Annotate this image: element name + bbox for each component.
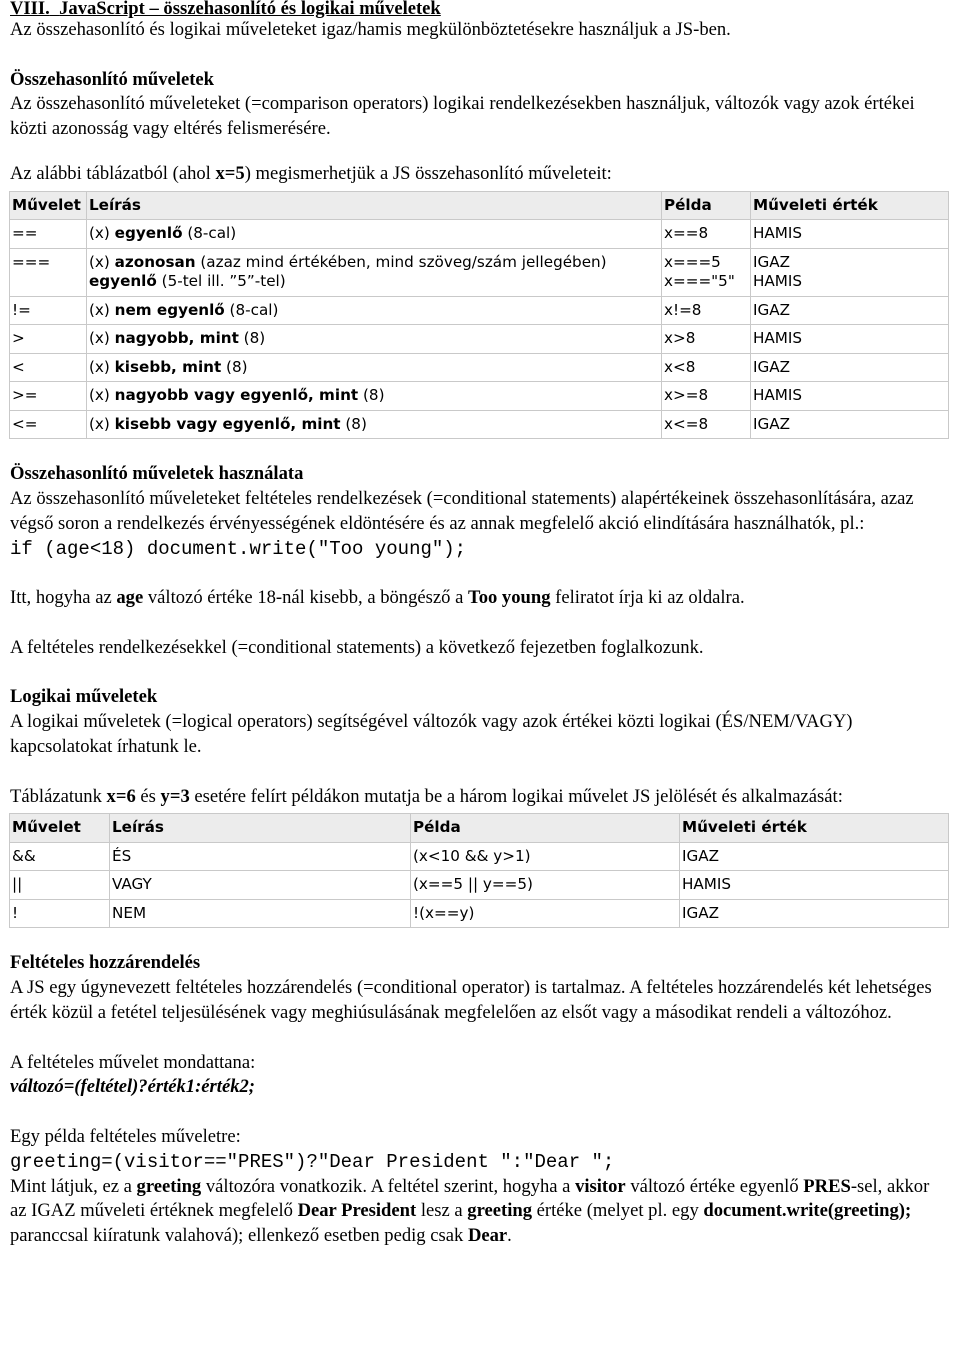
value-cell: HAMIS xyxy=(751,325,948,353)
value-cell: IGAZ HAMIS xyxy=(751,249,948,296)
comparison-paragraph: Az összehasonlító műveleteket (=comparison operators) logikai rendelkezésekben használjuk, változók vagy azok értékei közti azonosság vagy eltérés felismerésére. xyxy=(10,93,915,140)
value-cell: HAMIS xyxy=(680,871,948,899)
operator-cell: != xyxy=(10,297,86,325)
description-cell: (x) kisebb vagy egyenlő, mint (8) xyxy=(87,411,661,439)
table-row xyxy=(10,220,948,248)
syntax-label: A feltételes művelet mondattana: xyxy=(10,1051,256,1073)
value-cell: HAMIS xyxy=(751,382,948,410)
table-row xyxy=(10,900,948,928)
table-row xyxy=(10,325,948,353)
intro-paragraph: Az összehasonlító és logikai műveleteket igaz/hamis megkülönböztetésekre használjuk a JS-ben. xyxy=(10,19,731,40)
logical-paragraph: A logikai műveletek (=logical operators) segítségével változók vagy azok értékei közti logikai (ÉS/NEM/VAGY) kapcsolatokat írhatunk le. xyxy=(10,711,853,758)
example-label: Egy példa feltételes műveletre: xyxy=(10,1126,241,1148)
value-cell: IGAZ xyxy=(680,900,948,928)
example-cell: x==8 xyxy=(662,220,750,248)
example-cell: (x<10 && y>1) xyxy=(411,843,679,871)
table-row xyxy=(10,411,948,439)
table-row xyxy=(10,871,948,899)
comparison-usage-paragraph: Az összehasonlító műveleteket feltételes rendelkezések (=conditional statements) alapértékeinek összehasonlítására, azaz végső soron a rendelkezés érvényességének eldöntésére és az annak megfelelő akció elindítására használhatók, pl.: xyxy=(10,488,914,534)
description-cell: (x) nem egyenlő (8-cal) xyxy=(87,297,661,325)
operator-cell: >= xyxy=(10,382,86,410)
operator-cell: <= xyxy=(10,411,86,439)
example-cell: (x==5 || y==5) xyxy=(411,871,679,899)
example-cell: x<8 xyxy=(662,354,750,382)
logical-table xyxy=(9,813,949,928)
description-cell: ÉS xyxy=(110,843,410,871)
value-cell: HAMIS xyxy=(751,220,948,248)
description-cell: VAGY xyxy=(110,871,410,899)
syntax-example: változó=(feltétel)?érték1:érték2; xyxy=(10,1076,255,1098)
section-heading-comparison-usage: Összehasonlító műveletek használata xyxy=(10,463,304,485)
table-header-row xyxy=(10,814,948,842)
header-cell: Műveleti érték xyxy=(680,814,948,842)
operator-cell: && xyxy=(10,843,109,871)
value-cell: IGAZ xyxy=(680,843,948,871)
chapter-number: VIII. xyxy=(10,0,50,19)
section-heading-comparison: Összehasonlító műveletek xyxy=(10,68,215,90)
value-cell: IGAZ xyxy=(751,411,948,439)
conditional-note: A feltételes rendelkezésekkel (=conditional statements) a következő fejezetben foglalkozunk. xyxy=(10,636,704,658)
header-cell: Példa xyxy=(662,192,750,220)
example-cell: x>=8 xyxy=(662,382,750,410)
operator-cell: ! xyxy=(10,900,109,928)
example-cell: x>8 xyxy=(662,325,750,353)
example-cell: x<=8 xyxy=(662,411,750,439)
chapter-title-text: JavaScript – összehasonlító és logikai műveletek xyxy=(59,0,441,19)
description-cell: (x) nagyobb vagy egyenlő, mint (8) xyxy=(87,382,661,410)
header-cell: Műveleti érték xyxy=(751,192,948,220)
example-cell: x===5 x==="5" xyxy=(662,249,750,296)
table-header-row xyxy=(10,192,948,220)
comparison-table xyxy=(9,191,949,440)
conditional-paragraph: A JS egy úgynevezett feltételes hozzárendelés (=conditional operator) is tartalmaz. A feltételes hozzárendelés két lehetséges érték közül a fetétel teljesülésének vagy meghiúsulásának megfelelően az elsőt vagy a másodikat rendeli a változóhoz. xyxy=(10,977,932,1024)
section-heading-logical: Logikai műveletek xyxy=(10,686,158,708)
example-cell: !(x==y) xyxy=(411,900,679,928)
greeting-explanation: Mint látjuk, ez a greeting változóra vonatkozik. A feltétel szerint, hogyha a visitor változó értéke egyenlő PRES-sel, akkor az IGAZ műveleti értéknek megfelelő Dear President lesz a greeting értéke (melyet pl. egy document.write(greeting); paranccsal kiíratunk valahová); ellenkező esetben pedig csak Dear. xyxy=(10,1175,930,1247)
description-cell: (x) egyenlő (8-cal) xyxy=(87,220,661,248)
section-heading-conditional: Feltételes hozzárendelés xyxy=(10,952,201,974)
description-cell: (x) kisebb, mint (8) xyxy=(87,354,661,382)
operator-cell: == xyxy=(10,220,86,248)
description-cell: (x) azonosan (azaz mind értékében, mind szöveg/szám jellegében) egyenlő (5-tel ill. ”5”-tel) xyxy=(87,249,661,296)
header-cell: Leírás xyxy=(87,192,661,220)
operator-cell: > xyxy=(10,325,86,353)
logical-table-intro: Táblázatunk x=6 és y=3 esetére felírt példákon mutatja be a három logikai művelet JS jelölését és alkalmazását: xyxy=(10,785,843,807)
example-cell: x!=8 xyxy=(662,297,750,325)
table-row xyxy=(10,354,948,382)
table-row xyxy=(10,249,948,296)
age-explanation: Itt, hogyha az age változó értéke 18-nál kisebb, a böngésző a Too young feliratot írja ki az oldalra. xyxy=(10,587,745,609)
value-cell: IGAZ xyxy=(751,297,948,325)
operator-cell: < xyxy=(10,354,86,382)
chapter-title xyxy=(10,0,950,18)
comparison-table-intro: Az alábbi táblázatból (ahol x=5) megismerhetjük a JS összehasonlító műveleteit: xyxy=(10,162,612,184)
code-example-age: if (age<18) document.write("Too young"); xyxy=(10,537,467,560)
description-cell: (x) nagyobb, mint (8) xyxy=(87,325,661,353)
header-cell: Művelet xyxy=(10,814,109,842)
header-cell: Művelet xyxy=(10,192,86,220)
table-row xyxy=(10,843,948,871)
description-cell: NEM xyxy=(110,900,410,928)
header-cell: Példa xyxy=(411,814,679,842)
table-row xyxy=(10,297,948,325)
code-example-greeting: greeting=(visitor=="PRES")?"Dear President ":"Dear "; xyxy=(10,1150,615,1173)
value-cell: IGAZ xyxy=(751,354,948,382)
header-cell: Leírás xyxy=(110,814,410,842)
operator-cell: === xyxy=(10,249,86,296)
table-row xyxy=(10,382,948,410)
operator-cell: || xyxy=(10,871,109,899)
